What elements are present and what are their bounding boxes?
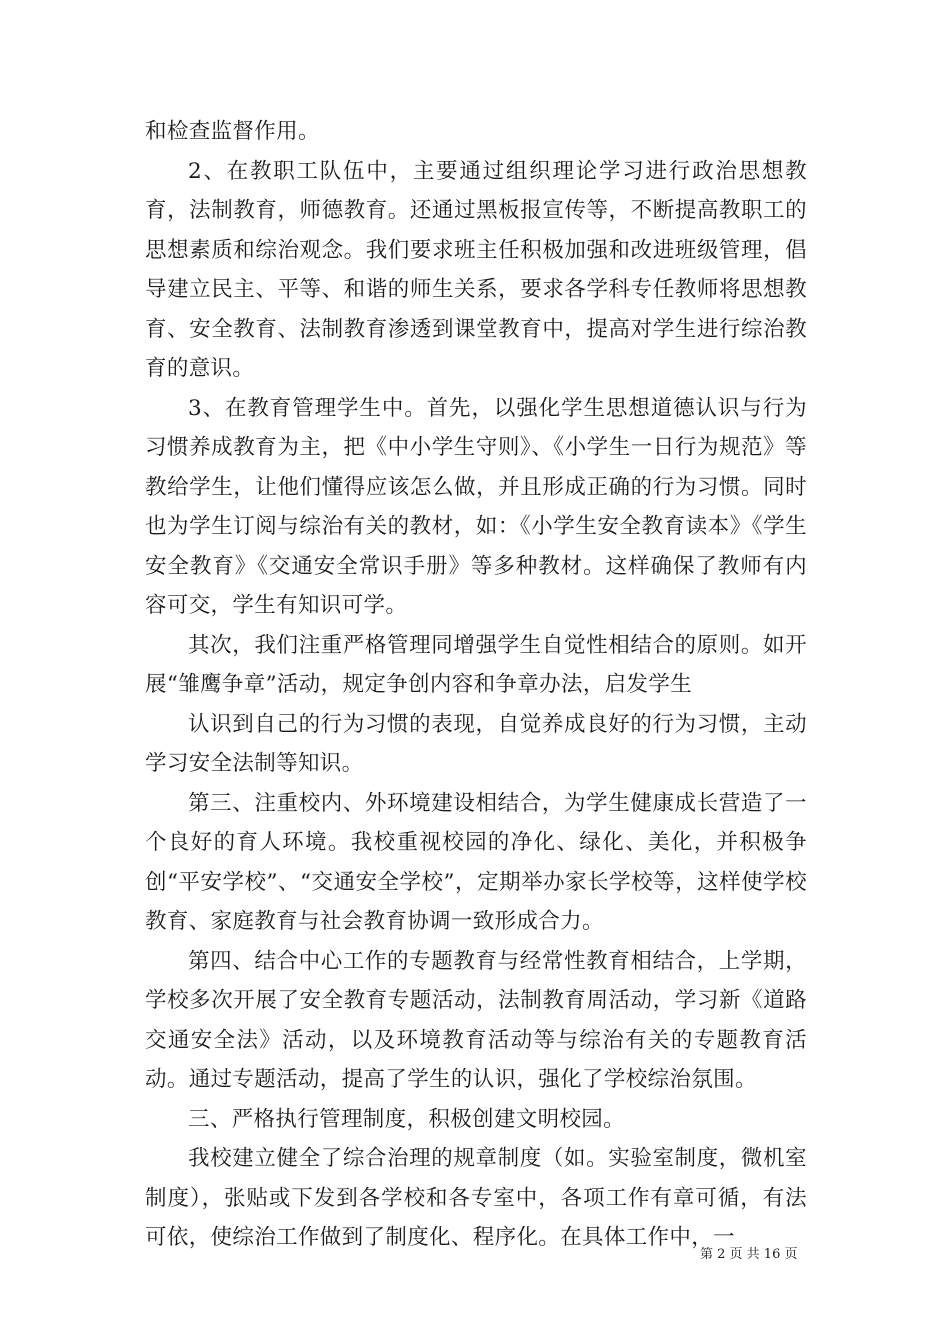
section-heading: 三、严格执行管理制度，积极创建文明校园。 [188,1106,626,1132]
paragraph-6: 第三、注重校内、外环境建设相结合，为学生健康成长营造了一个良好的育人环境。我校重视校园的净化、绿化、美化，并积极争创“平安学校”、“交通安全学校”，定期举办家长学校等，这样使学校教育、家庭教育与社会教育协调一致形成合力。 [145,790,807,934]
paragraph-4: 其次，我们注重严格管理同增强学生自觉性相结合的原则。如开展“雏鹰争章”活动，规定争创内容和争章办法，启发学生 [145,632,807,697]
paragraph-1: 和检查监督作用。 [145,119,320,144]
paragraph-5: 认识到自己的行为习惯的表现，自觉养成良好的行为习惯，主动学习安全法制等知识。 [145,711,807,776]
paragraph-3: 3、在教育管理学生中。首先，以强化学生思想道德认识与行为习惯养成教育为主，把《中小学生守则》、《小学生一日行为规范》等教给学生，让他们懂得应该怎么做，并且形成正确的行为习惯。同时也为学生订阅与综治有关的教材，如：《小学生安全教育读本》《学生安全教育》《交通安全常识手册》等多种教材。这样确保了教师有内容可交，学生有知识可学。 [145,395,807,618]
paragraph-7: 第四、结合中心工作的专题教育与经常性教育相结合，上学期，学校多次开展了安全教育专题活动，法制教育周活动，学习新《道路交通安全法》活动，以及环境教育活动等与综治有关的专题教育活动。通过专题活动，提高了学生的认识，强化了学校综治氛围。 [145,948,807,1092]
paragraph-2: 2、在教职工队伍中，主要通过组织理论学习进行政治思想教育，法制教育，师德教育。还通过黑板报宣传等，不断提高教职工的思想素质和综治观念。我们要求班主任积极加强和改进班级管理，倡导建立民主、平等、和谐的师生关系，要求各学科专任教师将思想教育、安全教育、法制教育渗透到课堂教育中，提高对学生进行综治教育的意识。 [145,158,807,381]
paragraph-8: 我校建立健全了综合治理的规章制度（如。实验室制度，微机室制度），张贴或下发到各学校和各专室中，各项工作有章可循，有法可依，使综治工作做到了制度化、程序化。在具体工作中，一 [145,1146,807,1250]
page-number-footer: 第 2 页 共 16 页 [700,1247,798,1262]
document-body [145,112,807,1258]
